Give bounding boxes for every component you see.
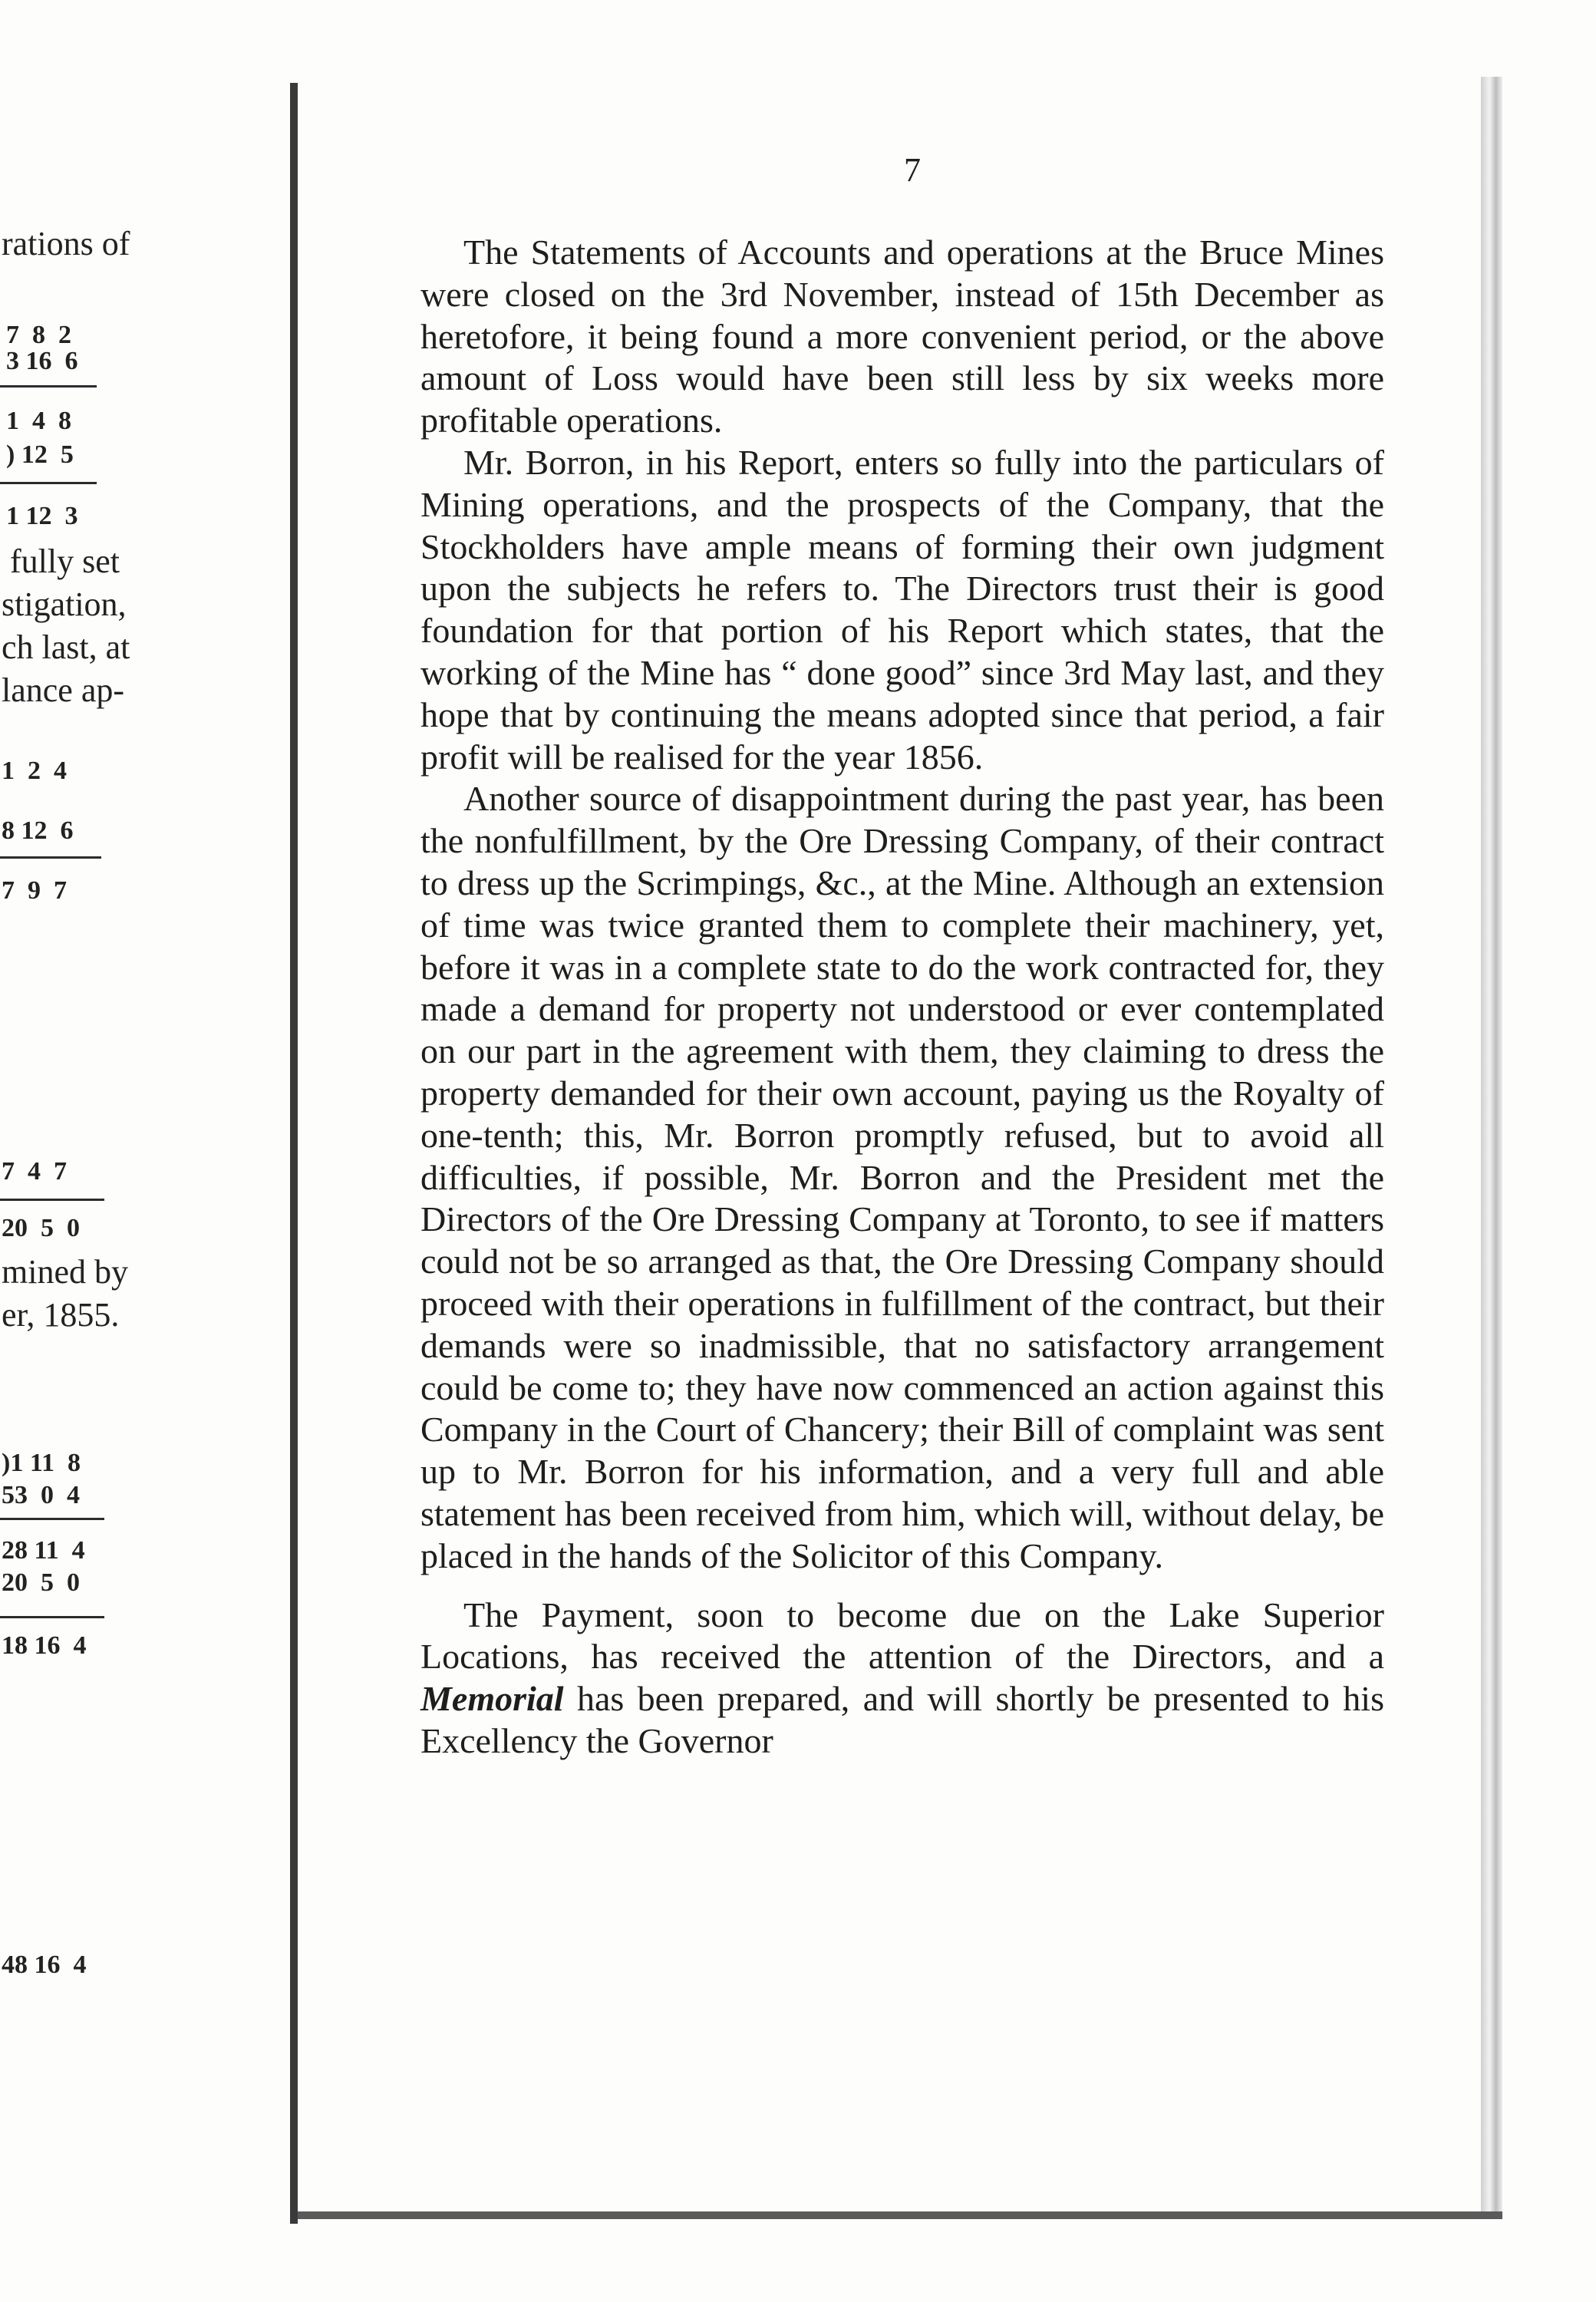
left-figures: ) 12 5 — [6, 440, 74, 469]
sum-rule — [0, 856, 101, 859]
left-line: fully set — [2, 543, 120, 580]
left-figures: 20 5 0 — [2, 1568, 80, 1597]
page-bottom-edge — [298, 2211, 1502, 2219]
left-figures: 28 11 4 — [2, 1536, 85, 1565]
page-edge — [1481, 77, 1502, 2218]
left-figures: 20 5 0 — [2, 1214, 80, 1242]
left-figures: )1 11 8 — [2, 1449, 81, 1477]
sum-rule — [0, 385, 97, 388]
left-page-fragment — [0, 0, 290, 2302]
left-figures: 18 16 4 — [2, 1631, 87, 1660]
paragraph — [420, 1595, 1384, 1763]
left-figures: 7 9 7 — [2, 876, 67, 905]
left-line: er, 1855. — [2, 1296, 120, 1334]
sum-rule — [0, 482, 97, 484]
left-line: lance ap- — [2, 671, 124, 709]
left-figures: 1 2 4 — [2, 757, 67, 785]
memorial-emphasis: Memorial — [420, 1679, 564, 1719]
left-figures: 48 16 4 — [2, 1951, 87, 1979]
left-figures: 3 16 6 — [6, 347, 78, 375]
page-number: 7 — [904, 151, 921, 189]
left-line: stigation, — [2, 585, 127, 623]
left-figures: 1 4 8 — [6, 407, 71, 435]
sum-rule — [0, 1616, 104, 1618]
sum-rule — [0, 1518, 104, 1520]
sum-rule — [0, 1199, 104, 1201]
paragraph: The Statements of Accounts and operations at the Bruce Mines were closed on the 3rd November, instead of 15th December as heretofore, it being found a more convenient period, or the above amount of Loss would have been still less by six weeks more profitable operations. — [420, 233, 1384, 440]
left-figures: 1 12 3 — [6, 502, 78, 530]
left-figures: 7 4 7 — [2, 1157, 67, 1186]
paragraph: Another source of disappointment during the past year, has been the nonfulfillment, by the Ore Dressing Company, of their contract to dress up the Scrimpings, &c., at the Mine. Although an extension of time was twice granted them to complete their machinery, yet, before it was in a complete state to do the work contracted for, they made a demand for property not understood or ever contemplated on our part in the agreement with them, they claiming to dress the property demanded for their own account, paying us the Royalty of one-tenth; this, Mr. Borron promptly refused, but to avoid all difficulties, if possible, Mr. Borron and the President met the Directors of the Ore Dressing Company at Toronto, to see if matters could not be so arranged as that, the Ore Dressing Company should proceed with their operations in fulfillment of the contract, but their demands were so inadmissible, that no satisfactory arrangement could be come to; they have now commenced an action against this Company in the Court of Chancery; their Bill of complaint was sent up to Mr. Borron for his information, and a very full and able statement has been received from him, which will, without delay, be placed in the hands of the Solicitor of this Company. — [420, 779, 1384, 1575]
left-figures: 7 8 2 — [6, 321, 71, 349]
left-figures: 53 0 4 — [2, 1481, 80, 1509]
paragraph-text: has been prepared, and will shortly be presented to his Excellency the Governor — [420, 1679, 1384, 1760]
page-body — [420, 232, 1384, 1763]
left-line: rations of — [2, 225, 130, 262]
page-gutter — [290, 83, 298, 2224]
left-figures: 8 12 6 — [2, 816, 74, 845]
paragraph: Mr. Borron, in his Report, enters so fully into the particulars of Mining operations, and the prospects of the Company, that the Stockholders have ample means of forming their own judgment upon the subjects he refers to. The Directors trust their is good foundation for that portion of his Report which states, that the working of the Mine has “ done good” since 3rd May last, and they hope that by continuing the means adopted since that period, a fair profit will be realised for the year 1856. — [420, 442, 1384, 777]
paragraph-text: The Payment, soon to become due on the Lake Superior Locations, has received the attention of the Directors, and a — [420, 1595, 1384, 1677]
left-line: mined by — [2, 1253, 128, 1291]
left-line: ch last, at — [2, 628, 130, 666]
